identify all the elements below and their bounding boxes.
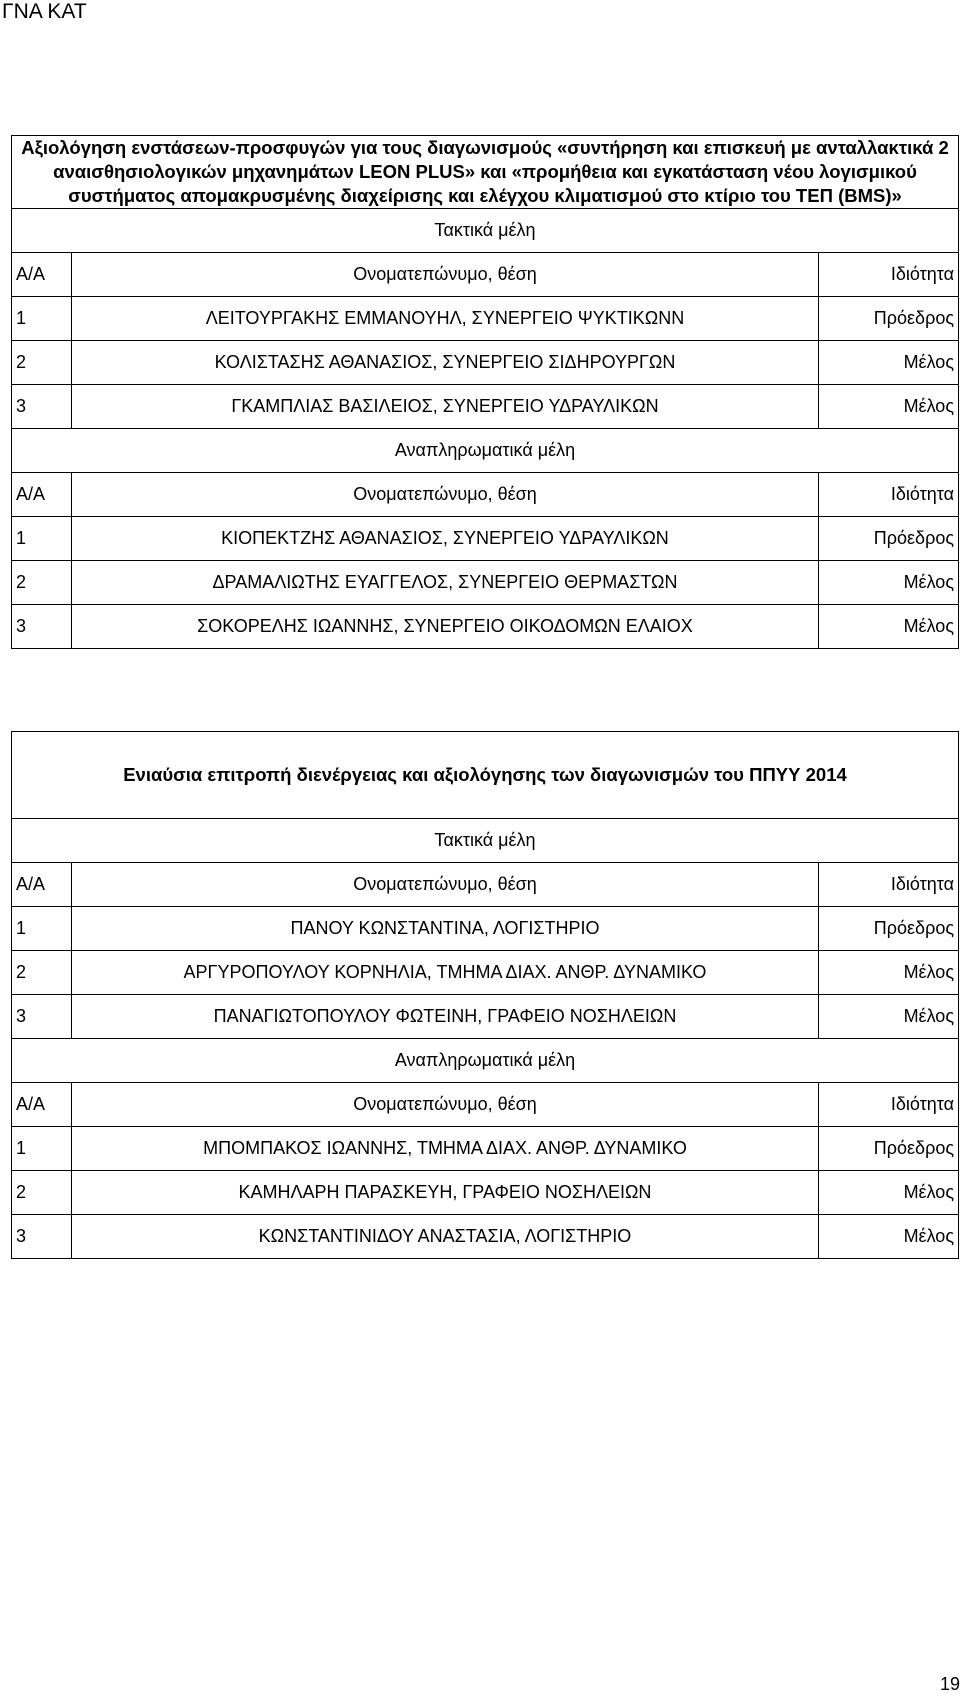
member-name: ΠΑΝΑΓΙΩΤΟΠΟΥΛΟΥ ΦΩΤΕΙΝΗ, ΓΡΑΦΕΙΟ ΝΟΣΗΛΕΙΩΝ bbox=[72, 995, 819, 1039]
member-number: 1 bbox=[12, 297, 72, 341]
member-number: 3 bbox=[12, 605, 72, 649]
member-name: ΚΟΛΙΣΤΑΣΗΣ ΑΘΑΝΑΣΙΟΣ, ΣΥΝΕΡΓΕΙΟ ΣΙΔΗΡΟΥΡΓΩΝ bbox=[72, 341, 819, 385]
member-number: 2 bbox=[12, 561, 72, 605]
header-aa: Α/Α bbox=[12, 473, 72, 517]
member-role: Μέλος bbox=[818, 561, 958, 605]
section-label-regular: Τακτικά μέλη bbox=[12, 209, 959, 253]
member-role: Μέλος bbox=[818, 995, 958, 1039]
member-role: Μέλος bbox=[818, 341, 958, 385]
member-role: Μέλος bbox=[818, 951, 958, 995]
member-role: Μέλος bbox=[818, 1215, 958, 1259]
header-aa: Α/Α bbox=[12, 863, 72, 907]
table-row bbox=[12, 907, 959, 951]
header-role: Ιδιότητα bbox=[818, 1083, 958, 1127]
table-header-row bbox=[12, 253, 959, 297]
member-name: ΔΡΑΜΑΛΙΩΤΗΣ ΕΥΑΓΓΕΛΟΣ, ΣΥΝΕΡΓΕΙΟ ΘΕΡΜΑΣΤΩΝ bbox=[72, 561, 819, 605]
member-number: 1 bbox=[12, 907, 72, 951]
member-name: ΓΚΑΜΠΛΙΑΣ ΒΑΣΙΛΕΙΟΣ, ΣΥΝΕΡΓΕΙΟ ΥΔΡΑΥΛΙΚΩΝ bbox=[72, 385, 819, 429]
member-number: 2 bbox=[12, 951, 72, 995]
committee-title: Αξιολόγηση ενστάσεων-προσφυγών για τους διαγωνισμούς «συντήρηση και επισκευή με ανταλλακτικά 2 αναισθησιολογικών μηχανημάτων LEON PLUS» και «προμήθεια και εγκατάσταση νέου λογισμικού συστήματος απομακρυσμένης διαχείρισης και ελέγχου κλιματισμού στο κτίριο του ΤΕΠ (BMS)» bbox=[12, 136, 959, 209]
header-name: Ονοματεπώνυμο, θέση bbox=[72, 1083, 819, 1127]
member-name: ΚΩΝΣΤΑΝΤΙΝΙΔΟΥ ΑΝΑΣΤΑΣΙΑ, ΛΟΓΙΣΤΗΡΙΟ bbox=[72, 1215, 819, 1259]
table-row bbox=[12, 1127, 959, 1171]
member-name: ΛΕΙΤΟΥΡΓΑΚΗΣ ΕΜΜΑΝΟΥΗΛ, ΣΥΝΕΡΓΕΙΟ ΨΥΚΤΙΚΩΝΝ bbox=[72, 297, 819, 341]
table-row bbox=[12, 561, 959, 605]
member-number: 1 bbox=[12, 517, 72, 561]
table-row bbox=[12, 1215, 959, 1259]
member-role: Μέλος bbox=[818, 605, 958, 649]
header-name: Ονοματεπώνυμο, θέση bbox=[72, 253, 819, 297]
member-name: ΑΡΓΥΡΟΠΟΥΛΟΥ ΚΟΡΝΗΛΙΑ, ΤΜΗΜΑ ΔΙΑΧ. ΑΝΘΡ. ΔΥΝΑΜΙΚΟ bbox=[72, 951, 819, 995]
member-name: ΚΙΟΠΕΚΤΖΗΣ ΑΘΑΝΑΣΙΟΣ, ΣΥΝΕΡΓΕΙΟ ΥΔΡΑΥΛΙΚΩΝ bbox=[72, 517, 819, 561]
table-header-row bbox=[12, 473, 959, 517]
section-label-alternate: Αναπληρωματικά μέλη bbox=[12, 1039, 959, 1083]
member-number: 3 bbox=[12, 385, 72, 429]
table-header-row bbox=[12, 863, 959, 907]
table-row bbox=[12, 605, 959, 649]
header-role: Ιδιότητα bbox=[818, 863, 958, 907]
header-name: Ονοματεπώνυμο, θέση bbox=[72, 473, 819, 517]
section-label-regular: Τακτικά μέλη bbox=[12, 819, 959, 863]
committee-title: Ενιαύσια επιτροπή διενέργειας και αξιολόγησης των διαγωνισμών του ΠΠΥΥ 2014 bbox=[12, 732, 959, 819]
table-header-row bbox=[12, 1083, 959, 1127]
member-name: ΚΑΜΗΛΑΡΗ ΠΑΡΑΣΚΕΥΗ, ΓΡΑΦΕΙΟ ΝΟΣΗΛΕΙΩΝ bbox=[72, 1171, 819, 1215]
header-name: Ονοματεπώνυμο, θέση bbox=[72, 863, 819, 907]
member-name: ΣΟΚΟΡΕΛΗΣ ΙΩΑΝΝΗΣ, ΣΥΝΕΡΓΕΙΟ ΟΙΚΟΔΟΜΩΝ ΕΛΑΙΟΧ bbox=[72, 605, 819, 649]
table-row bbox=[12, 297, 959, 341]
member-role: Πρόεδρος bbox=[818, 907, 958, 951]
member-role: Μέλος bbox=[818, 1171, 958, 1215]
section-label-alternate: Αναπληρωματικά μέλη bbox=[12, 429, 959, 473]
table-row bbox=[12, 951, 959, 995]
page-number: 19 bbox=[939, 1674, 960, 1694]
member-name: ΜΠΟΜΠΑΚΟΣ ΙΩΑΝΝΗΣ, ΤΜΗΜΑ ΔΙΑΧ. ΑΝΘΡ. ΔΥΝΑΜΙΚΟ bbox=[72, 1127, 819, 1171]
member-number: 3 bbox=[12, 1215, 72, 1259]
member-role: Πρόεδρος bbox=[818, 1127, 958, 1171]
member-number: 2 bbox=[12, 1171, 72, 1215]
committee-table bbox=[11, 731, 959, 1259]
table-row bbox=[12, 1171, 959, 1215]
member-role: Πρόεδρος bbox=[818, 517, 958, 561]
table-row bbox=[12, 385, 959, 429]
member-number: 3 bbox=[12, 995, 72, 1039]
table-row bbox=[12, 341, 959, 385]
member-role: Πρόεδρος bbox=[818, 297, 958, 341]
member-number: 1 bbox=[12, 1127, 72, 1171]
member-name: ΠΑΝΟΥ ΚΩΝΣΤΑΝΤΙΝΑ, ΛΟΓΙΣΤΗΡΙΟ bbox=[72, 907, 819, 951]
header-aa: Α/Α bbox=[12, 1083, 72, 1127]
header-aa: Α/Α bbox=[12, 253, 72, 297]
header-role: Ιδιότητα bbox=[818, 253, 958, 297]
member-role: Μέλος bbox=[818, 385, 958, 429]
table-row bbox=[12, 995, 959, 1039]
page-header-text: ΓΝΑ ΚΑΤ bbox=[2, 0, 87, 23]
header-role: Ιδιότητα bbox=[818, 473, 958, 517]
committee-table bbox=[11, 135, 959, 649]
table-row bbox=[12, 517, 959, 561]
member-number: 2 bbox=[12, 341, 72, 385]
